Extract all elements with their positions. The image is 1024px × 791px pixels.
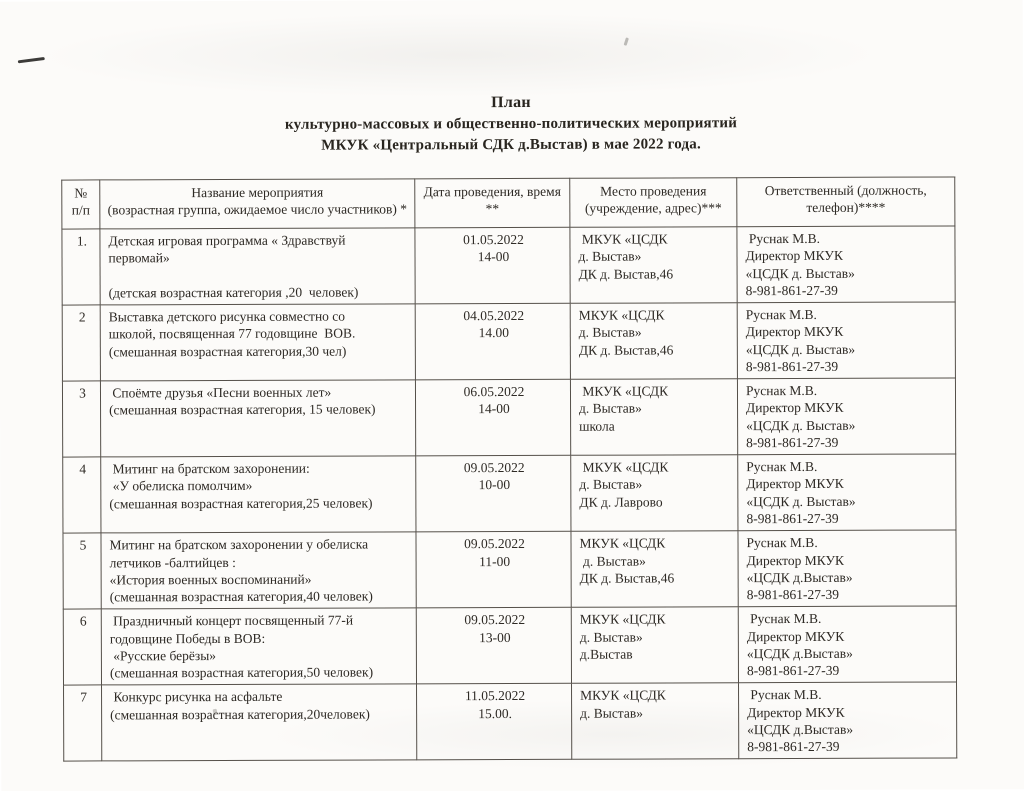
cell-place: МКУК «ЦСДК д. Выстав» [572, 683, 739, 760]
table-row [62, 226, 955, 305]
cell-date: 01.05.2022 14-00 [415, 227, 570, 304]
cell-event-name: Праздничный концерт посвященный 77-й годовщине Победы в ВОВ: «Русские берёзы» (смешанная возрастная категория,50 человек) [101, 608, 416, 685]
table-row [63, 606, 956, 685]
document-title-block [0, 90, 1023, 158]
cell-place: МКУК «ЦСДК д. Выстав» ДК д. Выстав,46 [570, 227, 737, 304]
table-row [62, 302, 955, 381]
cell-date: 09.05.2022 13-00 [416, 608, 571, 685]
cell-responsible: Руснак М.В. Директор МКУК «ЦСДК д.Выстав» 8-981-861-27-39 [738, 530, 956, 607]
cell-responsible: Руснак М.В. Директор МКУК «ЦСДК д. Выстав» 8-981-861-27-39 [738, 454, 956, 531]
cell-event-name: Споёмте друзья «Песни военных лет» (смешанная возрастная категория, 15 человек) [100, 380, 415, 457]
cell-place: МКУК «ЦСДК д. Выстав» д.Выстав [571, 607, 738, 684]
cell-date: 09.05.2022 10-00 [416, 455, 571, 532]
cell-num: 3 [62, 381, 100, 457]
cell-place: МКУК «ЦСДК д. Выстав» школа [570, 379, 737, 456]
document-subtitle-1: культурно-массовых и общественно-политических мероприятий [284, 115, 738, 133]
header-responsible: Ответственный (должность, телефон)**** [737, 177, 955, 227]
cell-responsible: Руснак М.В. Директор МКУК «ЦСДК д. Выстав» 8-981-861-27-39 [737, 378, 955, 455]
header-num: № п/п [62, 180, 100, 229]
cell-date: 09.05.2022 11-00 [416, 532, 571, 609]
document-title: План [491, 93, 531, 112]
cell-event-name: Конкурс рисунка на асфальте (смешанная возрастная категория,20человек) [102, 684, 417, 761]
cell-place: МКУК «ЦСДК д. Выстав» ДК д. Выстав,46 [571, 531, 738, 608]
table-row [64, 682, 957, 761]
events-plan-table [61, 176, 957, 762]
cell-date: 06.05.2022 14-00 [415, 379, 570, 456]
cell-num: 6 [63, 609, 101, 685]
cell-num: 1. [62, 229, 100, 305]
cell-num: 4 [63, 457, 101, 533]
cell-num: 5 [63, 533, 101, 609]
cell-date: 04.05.2022 14.00 [415, 303, 570, 380]
cell-place: МКУК «ЦСДК д. Выстав» ДК д. Лаврово [571, 455, 738, 532]
cell-event-name: Детская игровая программа « Здравствуй первомай» (детская возрастная категория ,20 человек) [100, 228, 415, 305]
table-header-row [62, 177, 955, 229]
table-row [63, 454, 956, 533]
cell-responsible: Руснак М.В. Директор МКУК «ЦСДК д.Выстав» 8-981-861-27-39 [739, 682, 957, 759]
cell-num: 7 [64, 685, 102, 761]
pen-mark-dash [18, 57, 45, 63]
document-subtitle-2: МКУК «Центральный СДК д.Выстав) в мае 2022 года. [321, 136, 701, 154]
cell-responsible: Руснак М.В. Директор МКУК «ЦСДК д. Выстав» 8-981-861-27-39 [737, 226, 955, 303]
cell-event-name: Митинг на братском захоронении: «У обелиска помолчим» (смешанная возрастная категория,25 человек) [101, 456, 416, 533]
cell-place: МКУК «ЦСДК д. Выстав» ДК д. Выстав,46 [570, 303, 737, 380]
cell-event-name: Митинг на братском захоронении у обелиска летчиков -балтийцев : «История военных воспоминаний» (смешанная возрастная категория,40 человек) [101, 532, 416, 609]
header-place: Место проведения (учреждение, адрес)*** [570, 178, 737, 228]
cell-num: 2 [62, 305, 100, 381]
cell-responsible: Руснак М.В. Директор МКУК «ЦСДК д. Выстав» 8-981-861-27-39 [737, 302, 955, 379]
header-date: Дата проведения, время ** [415, 178, 570, 228]
cell-event-name: Выставка детского рисунка совместно со школой, посвященная 77 годовщине ВОВ. (смешанная возрастная категория,30 чел) [100, 304, 415, 381]
header-event-name: Название мероприятия (возрастная группа, ожидаемое число участников) * [100, 179, 415, 229]
table-row [63, 530, 956, 609]
scan-speck-top [624, 37, 629, 46]
cell-date: 11.05.2022 15.00. [417, 684, 572, 761]
cell-responsible: Руснак М.В. Директор МКУК «ЦСДК д.Выстав» 8-981-861-27-39 [738, 606, 956, 683]
table-row [62, 378, 955, 457]
